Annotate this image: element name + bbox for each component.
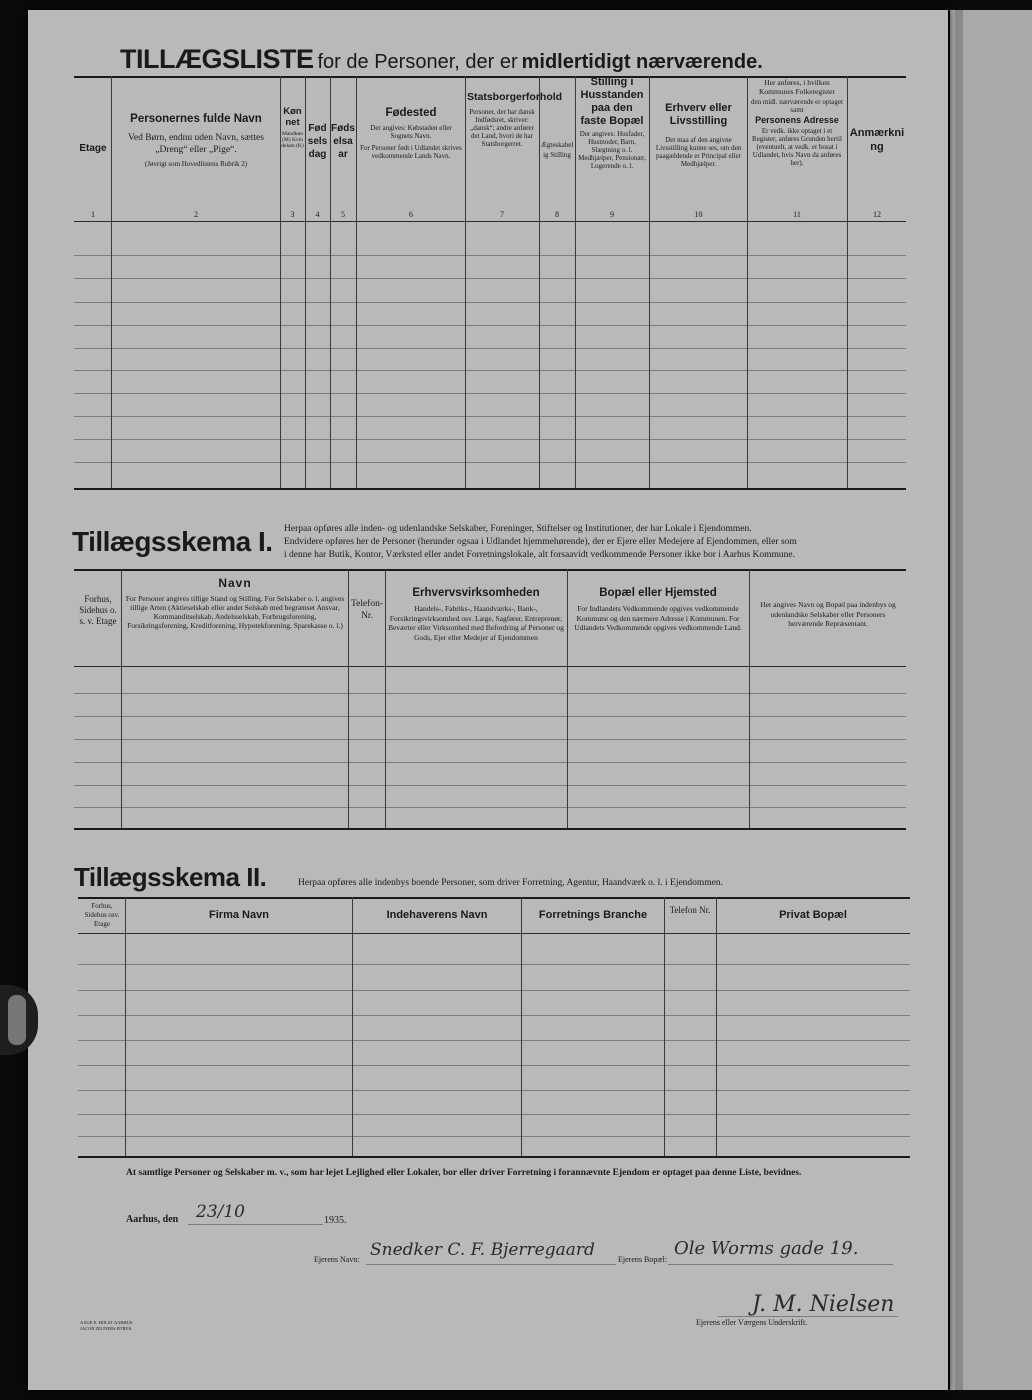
- skema1-col-business-sub: Handels-, Fabriks-, Haandværks-, Bank-, Forsikringsvirksomhed osv. Læge, Sagfører, Entreprenør, Beværter eller Virksomhed med Befordring af Personer og Gods, Ejer eller Medejer af Ejendommen: [388, 604, 564, 642]
- date-handwritten: 23/10: [196, 1202, 245, 1222]
- skema1-col-business: [388, 586, 564, 642]
- col-sex-sub: Mandkøn (M) Kvindekøn (K): [281, 131, 304, 149]
- col-household-sub: Der angives: Husfader, Husmoder, Barn, Slægtning o. l. Medhjælper, Pensionær, Logerende o. l.: [578, 130, 646, 170]
- col-citizenship-head: Statsborgerforhold: [467, 91, 563, 103]
- skema1-col-residence-head: Bopæl eller Hjemsted: [599, 587, 717, 599]
- skema1-intro-line2: Endvidere opføres her de Personer (herunder ogsaa i Udlandet hjemmehørende), der er Ejere eller Medejere af Ejendommen, eller som: [284, 537, 797, 547]
- col-name-head: Personernes fulde Navn: [130, 113, 262, 125]
- skema1-title: Tillægsskema I.: [72, 526, 273, 557]
- skema2-intro: Herpaa opføres alle indenbys boende Personer, som driver Forretning, Agentur, Haandværk o. l. i Ejendommen.: [298, 878, 724, 888]
- owner-name-handwritten: Snedker C. F. Bjerregaard: [370, 1240, 595, 1260]
- skema2-col-owner: Indehaverens Navn: [386, 909, 488, 921]
- skema1-col-name: [124, 576, 346, 630]
- skema2-col-branch: Forretnings Branche: [538, 909, 648, 921]
- binder-clip-highlight: [8, 995, 26, 1045]
- signature-label: Ejerens eller Værgens Underskrift.: [696, 1318, 808, 1327]
- col-occupation: [652, 102, 745, 168]
- col-sex-head: Kønnet: [283, 106, 302, 128]
- col-marital-sub: Ægteskabelig Stilling: [540, 141, 574, 159]
- col-num-9: 9: [610, 210, 614, 219]
- col-num-8: 8: [555, 210, 559, 219]
- skema2-title: Tillægsskema II.: [74, 862, 267, 892]
- col-name: [114, 112, 278, 168]
- main-title: [120, 44, 920, 75]
- col-birthplace-sub: Der angives: Købstaden eller Sognets Navn.: [370, 124, 452, 140]
- skema2-col-private: Privat Bopæl: [779, 909, 847, 921]
- col-birthday-head: Fødselsdag: [307, 123, 328, 160]
- col-name-sub: Ved Børn, endnu uden Navn, sættes „Dreng“ eller „Pige“.: [128, 133, 264, 155]
- col-num-5: 5: [341, 210, 345, 219]
- owner-address-label: Ejerens Bopæl:: [618, 1255, 668, 1264]
- col-occupation-head: Erhverv eller Livsstilling: [665, 102, 732, 127]
- col-num-12: 12: [873, 210, 881, 219]
- col-name-note: (Jøvrigt som Hovedlistens Rubrik 2): [144, 160, 248, 168]
- col-num-10: 10: [694, 210, 703, 219]
- skema1-col-business-head: Erhvervsvirksomheden: [412, 587, 540, 599]
- skema1-intro: [284, 523, 908, 562]
- col-register: [749, 78, 845, 167]
- skema1-col-residence: [570, 586, 746, 633]
- col-num-7: 7: [500, 210, 504, 219]
- skema1-intro-line3: i denne har Butik, Kontor, Værksted eller andet Forretningslokale, alt forsaavidt vedkommende Personer ikke bor i Aarhus Kommune.: [284, 550, 796, 560]
- col-birthplace: [359, 106, 463, 160]
- col-num-3: 3: [290, 210, 295, 219]
- col-sex: [281, 106, 304, 149]
- declaration-text: At samtlige Personer og Selskaber m. v., som har lejet Lejlighed eller Lokaler, bor eller driver Forretning i forannævnte Ejendom er optaget paa denne Liste, bevidnes.: [126, 1168, 802, 1178]
- skema1-col-representative: Her angives Navn og Bopæl paa indenbys og udenlandske Selskaber eller Personers herværende Repræsentant.: [760, 600, 896, 628]
- col-register-sub: den midl. nærværende er optaget samt: [751, 98, 843, 114]
- col-num-1: 1: [91, 210, 95, 219]
- year-label: 1935.: [324, 1215, 347, 1226]
- col-household: [577, 76, 647, 170]
- col-num-11: 11: [793, 210, 801, 219]
- col-birthyear-head: Fødselsaar: [331, 123, 355, 160]
- page-fold: [955, 10, 963, 1390]
- col-citizenship-sub: Personer, der har dansk Indfødsret, skriver: „dansk“; andre anfører det Land, hvori de har Statsborgerret.: [469, 108, 535, 148]
- col-num-6: 6: [409, 210, 413, 219]
- owner-address-handwritten: Ole Worms gade 19.: [674, 1238, 859, 1259]
- skema2-col-phone: Telefon Nr.: [669, 905, 711, 915]
- col-birthplace-head: Fødested: [385, 107, 437, 119]
- col-register-head2: Personens Adresse: [755, 115, 839, 125]
- col-household-head: Stilling i Husstanden paa den faste Bopæl: [580, 76, 644, 127]
- skema1-col-etage: Forhus, Sidehus o. s. v. Etage: [79, 594, 117, 626]
- skema2-col-firm: Firma Navn: [209, 909, 269, 921]
- col-etage-head: Etage: [79, 143, 107, 154]
- owner-name-label: Ejerens Navn:: [314, 1255, 360, 1264]
- col-register-note: Er vedk. ikke optaget i et Register, anføres Grunden hertil (eventuelt, at vedk. er bosat i Udlandet, hvis Navn da anføres her).: [752, 127, 842, 167]
- skema1-col-name-sub: For Personer angives tillige Stand og Stilling. For Selskaber o. l. angives tillige Arten (Aktieselskab eller andet Selskab med begrænset Ansvar, Kommanditselskab, Andelsselskab, Forbrugsforening, Forsikringsforening, Kreditforening, Hypotekforening, Sparekasse o. l.): [125, 594, 345, 630]
- skema1-col-name-head: Navn: [218, 576, 252, 590]
- col-num-2: 2: [194, 210, 198, 219]
- printer-mark: AAGE E. HOLST AARHUS JACOB ZEUNERS BTRYK: [80, 1320, 133, 1331]
- col-occupation-sub: Det maa af den angivne Livsstilling kunne ses, om den paagældende er Principal eller Medhjælper.: [655, 136, 742, 168]
- col-num-4: 4: [315, 210, 320, 219]
- skema1-col-residence-sub: For Indlandets Vedkommende opgives vedkommende Kommune og den nærmere Adresse i Kommunen. For Udlandets Vedkommende opgives vedkommende Land.: [574, 604, 742, 632]
- title-end: midlertidigt nærværende.: [521, 51, 763, 73]
- skema1-intro-line1: Herpaa opføres alle inden- og udenlandske Selskaber, Foreninger, Stiftelser og Institutioner, der har Lokale i Ejendommen.: [284, 524, 752, 534]
- place-label: Aarhus, den: [126, 1214, 179, 1225]
- col-birthplace-note: For Personer født i Udlandet skrives vedkommende Lands Navn.: [360, 144, 462, 160]
- skema2-col-etage: Forhus, Sidehus osv. Etage: [84, 902, 120, 928]
- form-page: [28, 10, 948, 1390]
- title-mid: for de Personer, der er: [317, 51, 518, 73]
- col-register-head: Her anføres, i hvilken Kommunes Folkeregister: [758, 78, 836, 96]
- title-bold: TILLÆGSLISTE: [120, 44, 314, 74]
- col-citizenship: [467, 90, 563, 148]
- signature-handwritten: J. M. Nielsen: [752, 1292, 895, 1317]
- skema1-col-phone: Telefon-Nr.: [350, 599, 384, 621]
- col-remark-head: Anmærkning: [849, 127, 905, 153]
